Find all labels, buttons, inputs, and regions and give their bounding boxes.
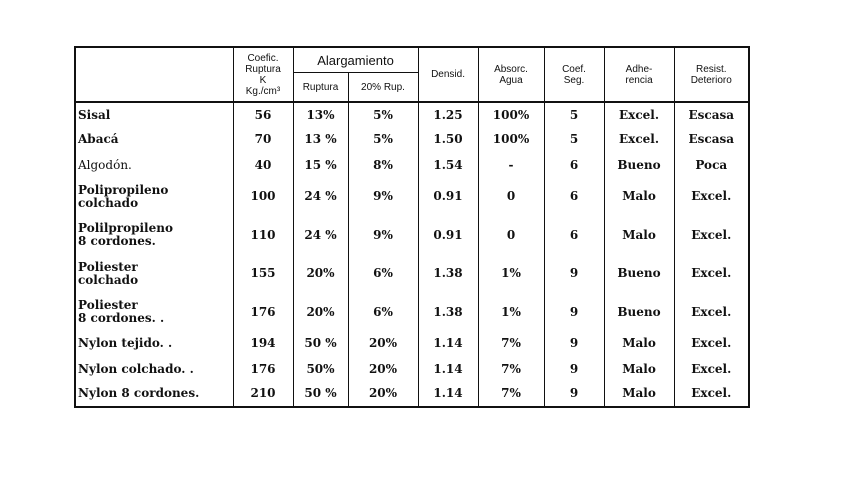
coef-header-line-2: Ruptura [245,63,281,75]
adherencia-cell: Malo [604,382,674,407]
coef-seg-cell: 9 [544,382,604,407]
ruptura-cell: 24 % [293,216,348,254]
resist-cell: Excel. [691,266,732,281]
table-row [75,102,749,127]
resist-cell: Excel. [691,386,732,401]
resist-cell: Poca [695,157,728,172]
adherencia-cell: Malo [604,331,674,356]
ruptura-cell: 20% [293,293,348,331]
material-name-line: Algodón. [78,157,132,172]
material-name-cell [75,356,233,381]
adherencia-header-line-2: rencia [625,74,653,86]
absorc-cell: 1% [478,293,544,331]
table-row [75,178,749,216]
coef-seg-header [544,47,604,102]
table-row [75,152,749,177]
densid-cell: 1.14 [418,382,478,407]
resist-cell: Escasa [688,107,735,122]
coef-seg-cell: 9 [544,254,604,292]
material-name-line: Nylon tejido. . [78,336,173,351]
material-name-line: 8 cordones. . [78,311,165,326]
densid-cell: 1.50 [418,127,478,152]
densid-cell: 1.38 [418,293,478,331]
material-name-line: Polipropileno [78,182,169,197]
rup20-cell: 6% [348,293,418,331]
material-header-cell [75,47,233,102]
material-name-cell [75,178,233,216]
absorc-cell: 7% [478,382,544,407]
coef-cell: 176 [233,293,293,331]
table-body [75,102,749,407]
densid-cell: 0.91 [418,216,478,254]
rup20-cell: 5% [348,102,418,127]
coef-cell: 110 [233,216,293,254]
table-row [75,382,749,407]
material-name-line: Poliester [78,298,138,313]
resist-header [674,47,749,102]
table-row [75,254,749,292]
material-name-cell [75,127,233,152]
ruptura-cell: 15 % [293,152,348,177]
absorc-cell: 7% [478,331,544,356]
absorc-cell: 100% [478,127,544,152]
coef-seg-header-line-2: Seg. [563,74,585,86]
coef-cell: 70 [233,127,293,152]
coef-cell: 100 [233,178,293,216]
coef-cell: 40 [233,152,293,177]
densid-cell: 1.38 [418,254,478,292]
resist-cell: Escasa [688,132,735,147]
densid-cell: 1.25 [418,102,478,127]
table-row [75,356,749,381]
adherencia-header [604,47,674,102]
ruptura-cell: 50% [293,356,348,381]
adherencia-cell: Excel. [604,127,674,152]
absorc-cell: 100% [478,102,544,127]
material-name-line: Abacá [78,132,119,147]
table-row [75,331,749,356]
absorc-cell: 0 [478,178,544,216]
absorc-header [478,47,544,102]
ruptura-cell: 20% [293,254,348,292]
absorc-header-line-2: Agua [499,74,523,86]
adherencia-cell: Bueno [604,293,674,331]
coef-cell: 155 [233,254,293,292]
material-name-line: Polilpropileno [78,221,173,236]
material-name-line: Nylon colchado. . [78,361,194,376]
table-row [75,127,749,152]
material-name-cell [75,102,233,127]
resist-cell: Excel. [691,336,732,351]
resist-cell: Excel. [691,227,732,242]
rup20-cell: 5% [348,127,418,152]
densid-header: Densid. [418,47,478,102]
adherencia-cell: Malo [604,356,674,381]
resist-header-line-1: Resist. [695,63,727,75]
adherencia-header-line-1: Adhe- [625,63,653,75]
rup20-subheader: 20% Rup. [348,73,418,103]
ruptura-cell: 24 % [293,178,348,216]
resist-cell: Excel. [691,361,732,376]
coef-seg-cell: 6 [544,152,604,177]
material-name-line: Sisal [78,107,111,122]
ruptura-subheader: Ruptura [293,73,348,103]
coef-seg-cell: 9 [544,356,604,381]
material-name-cell [75,331,233,356]
ruptura-cell: 50 % [293,331,348,356]
densid-cell: 0.91 [418,178,478,216]
material-name-line: colchado [78,272,139,287]
coef-seg-cell: 6 [544,216,604,254]
coef-seg-cell: 6 [544,178,604,216]
absorc-cell: 0 [478,216,544,254]
material-name-cell [75,152,233,177]
ruptura-cell: 13% [293,102,348,127]
table-row [75,293,749,331]
densid-cell: 1.54 [418,152,478,177]
coef-cell: 210 [233,382,293,407]
rope-properties-table [74,46,750,408]
material-name-line: colchado [78,195,139,210]
coef-cell: 194 [233,331,293,356]
rup20-cell: 20% [348,331,418,356]
rup20-cell: 9% [348,216,418,254]
coef-seg-cell: 5 [544,127,604,152]
table-header [75,47,749,102]
material-name-line: 8 cordones. [78,234,156,249]
rup20-cell: 20% [348,356,418,381]
material-name-line: Poliester [78,259,138,274]
coef-header-line-4: Kg./cm³ [245,85,281,97]
coef-seg-cell: 9 [544,331,604,356]
ruptura-cell: 50 % [293,382,348,407]
material-name-cell [75,382,233,407]
densid-cell: 1.14 [418,356,478,381]
material-name-line: Nylon 8 cordones. [78,386,200,401]
absorc-cell: 7% [478,356,544,381]
adherencia-cell: Excel. [604,102,674,127]
adherencia-cell: Malo [604,216,674,254]
absorc-cell: 1% [478,254,544,292]
coef-seg-header-line-1: Coef. [562,63,586,75]
densid-cell: 1.14 [418,331,478,356]
absorc-header-line-1: Absorc. [494,63,528,75]
alargamiento-header: Alargamiento [293,47,418,73]
table-row [75,216,749,254]
coef-cell: 56 [233,102,293,127]
resist-header-line-2: Deterioro [690,74,732,86]
ruptura-cell: 13 % [293,127,348,152]
adherencia-cell: Bueno [604,152,674,177]
adherencia-cell: Bueno [604,254,674,292]
rup20-cell: 8% [348,152,418,177]
rup20-cell: 9% [348,178,418,216]
rup20-cell: 6% [348,254,418,292]
coef-cell: 176 [233,356,293,381]
coef-ruptura-header [233,47,293,102]
coef-header-line-3: K [259,74,267,86]
absorc-cell: - [478,152,544,177]
coef-header-line-1: Coefic. [247,52,279,64]
coef-seg-cell: 9 [544,293,604,331]
material-name-cell [75,293,233,331]
adherencia-cell: Malo [604,178,674,216]
resist-cell: Excel. [691,189,732,204]
resist-cell: Excel. [691,304,732,319]
rup20-cell: 20% [348,382,418,407]
material-name-cell [75,216,233,254]
coef-seg-cell: 5 [544,102,604,127]
material-name-cell [75,254,233,292]
